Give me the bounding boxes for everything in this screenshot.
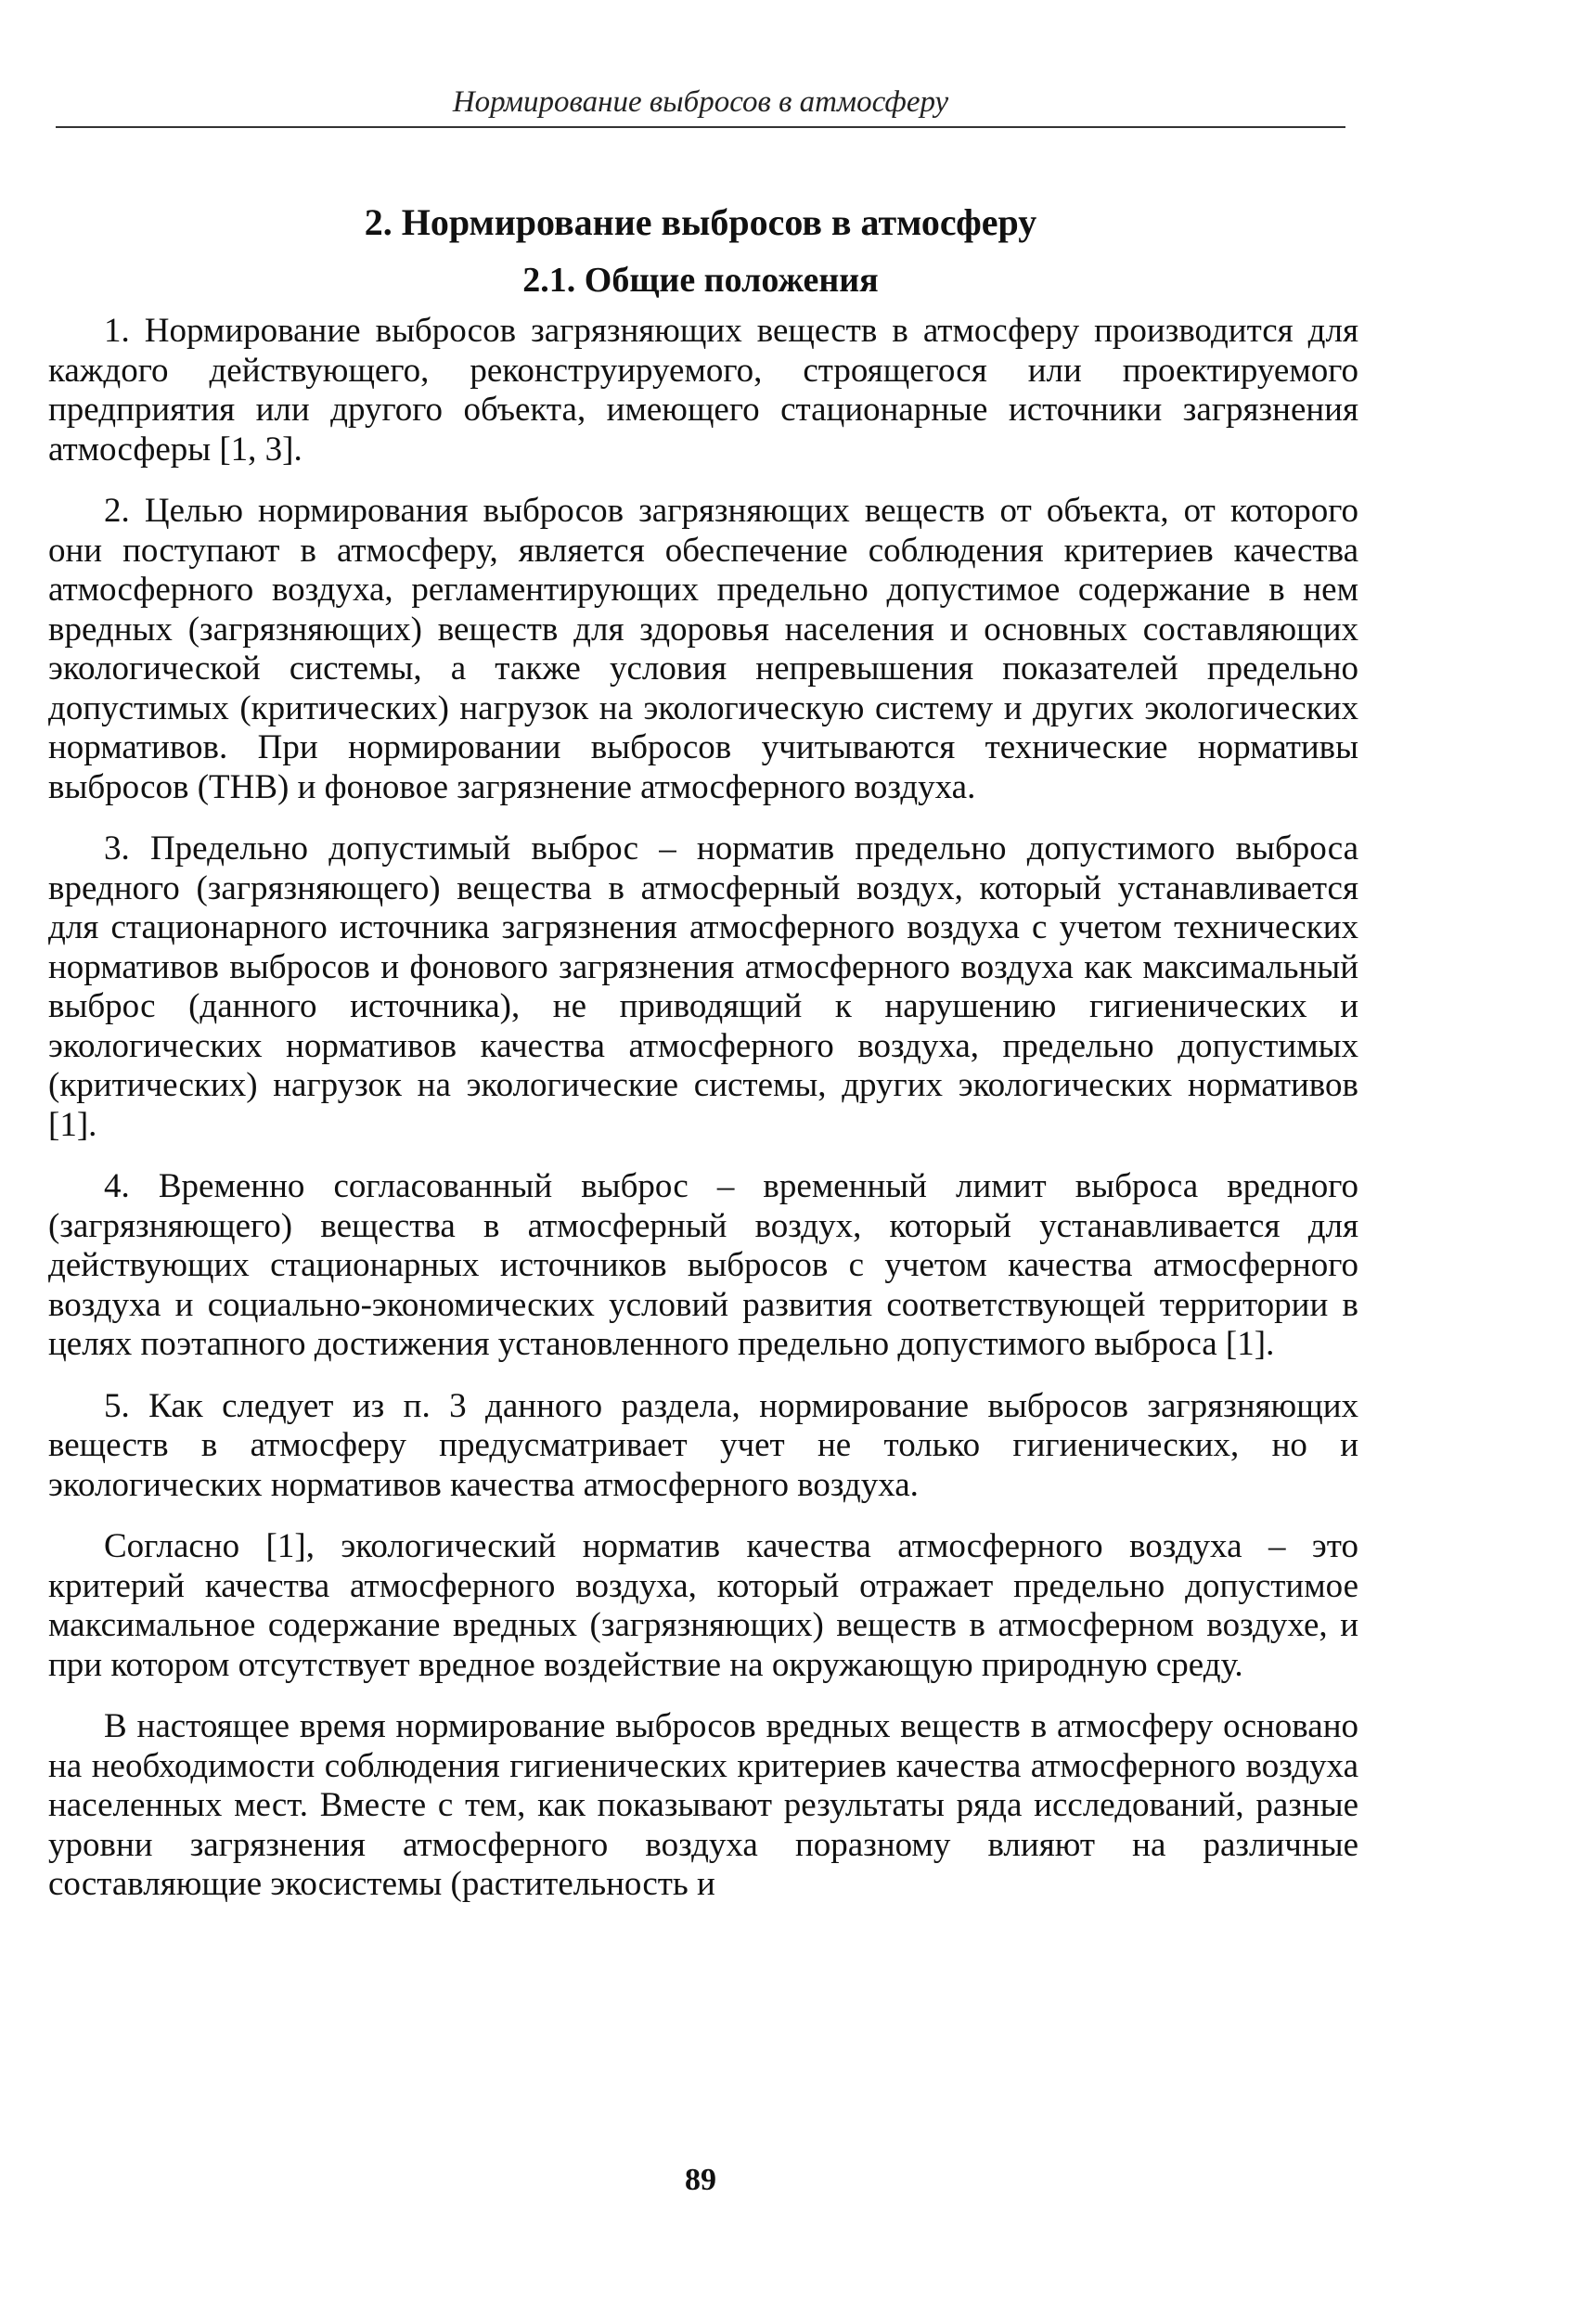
paragraph-1: 1. Нормирование выбросов загрязняющих веществ в атмосферу производится для каждого действующего, реконструируемого, строящегося или проектируемого предприятия или другого объекта, имеющего стационарные источники загрязнения атмосферы [1, 3]. xyxy=(48,312,1358,469)
paragraph-2: 2. Целью нормирования выбросов загрязняющих веществ от объекта, от которого они поступают в атмосферу, является обеспечение соблюдения критериев качества атмосферного воздуха, регламентирующих предельно допустимое содержание в нем вредных (загрязняющих) веществ для здоровья населения и основных составляющих экологической системы, а также условия непревышения показателей предельно допустимых (критических) нагрузок на экологическую систему и других экологических нормативов. При нормировании выбросов учитываются технические нормативы выбросов (ТНВ) и фоновое загрязнение атмосферного воздуха. xyxy=(48,492,1358,806)
header-rule xyxy=(56,126,1345,128)
paragraph-6: Согласно [1], экологический норматив качества атмосферного воздуха – это критерий качества атмосферного воздуха, который отражает предельно допустимое максимальное содержание вредных (загрязняющих) веществ в атмосферном воздухе, и при котором отсутствует вредное воздействие на окружающую природную среду. xyxy=(48,1527,1358,1684)
paragraph-7: В настоящее время нормирование выбросов вредных веществ в атмосферу основано на необходимости соблюдения гигиенических критериев качества атмосферного воздуха населенных мест. Вместе с тем, как показывают результаты ряда исследований, разные уровни загрязнения атмосферного воздуха поразному влияют на различные составляющие экосистемы (растительность и xyxy=(48,1707,1358,1903)
paragraph-5: 5. Как следует из п. 3 данного раздела, нормирование выбросов загрязняющих веществ в атмосферу предусматривает учет не только гигиенических, но и экологических нормативов качества атмосферного воздуха. xyxy=(48,1386,1358,1504)
paragraph-4: 4. Временно согласованный выброс – временный лимит выброса вредного (загрязняющего) вещества в атмосферный воздух, который устанавливается для действующих стационарных источников выбросов с учетом качества атмосферного воздуха и социально-экономических условий развития соответствующей территории в целях поэтапного достижения установленного предельно допустимого выброса [1]. xyxy=(48,1167,1358,1363)
chapter-title: 2. Нормирование выбросов в атмосферу xyxy=(364,201,1037,243)
paragraph-3: 3. Предельно допустимый выброс – норматив предельно допустимого выброса вредного (загрязняющего) вещества в атмосферный воздух, который устанавливается для стационарного источника загрязнения атмосферного воздуха с учетом технических нормативов выбросов и фонового загрязнения атмосферного воздуха как максимальный выброс (данного источника), не приводящий к нарушению гигиенических и экологических нормативов качества атмосферного воздуха, предельно допустимых (критических) нагрузок на экологические системы, других экологических нормативов [1]. xyxy=(48,829,1358,1144)
body-text xyxy=(48,312,1358,1905)
page-number: 89 xyxy=(685,2163,716,2197)
running-header: Нормирование выбросов в атмосферу xyxy=(452,85,949,119)
section-title: 2.1. Общие положения xyxy=(522,261,879,300)
